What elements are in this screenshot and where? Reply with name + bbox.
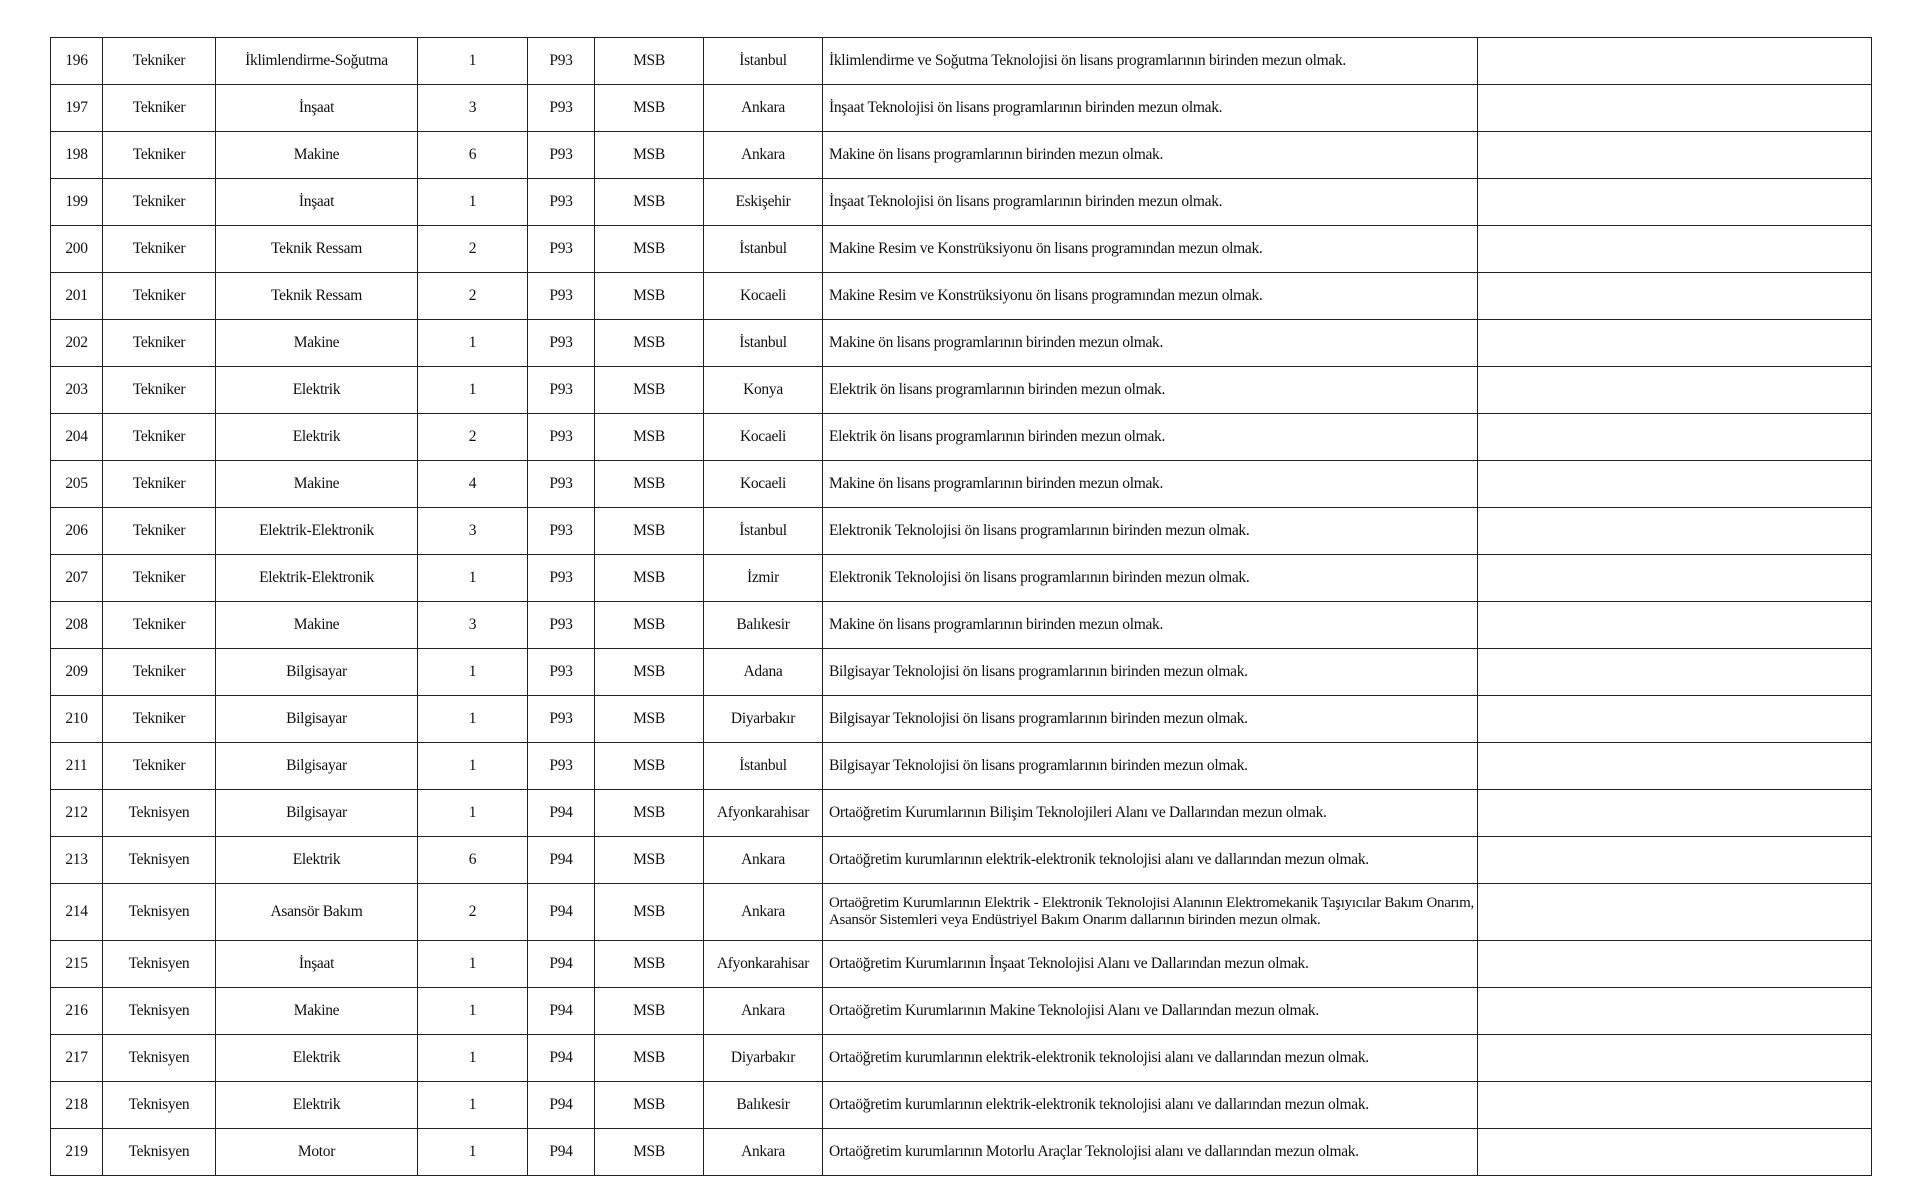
position-count-cell: 3 [418, 85, 528, 132]
requirement-cell: Ortaöğretim kurumlarının elektrik-elektronik teknolojisi alanı ve dallarından mezun olmak. [823, 1035, 1478, 1082]
position-count-cell: 1 [418, 38, 528, 85]
institution-cell: MSB [595, 320, 704, 367]
branch-cell: Motor [216, 1129, 418, 1176]
row-number-cell: 197 [51, 85, 103, 132]
notes-cell [1478, 1035, 1872, 1082]
requirement-cell: İnşaat Teknolojisi ön lisans programlarının birinden mezun olmak. [823, 179, 1478, 226]
position-count-cell: 1 [418, 555, 528, 602]
position-count-cell: 3 [418, 602, 528, 649]
city-cell: Eskişehir [704, 179, 823, 226]
notes-cell [1478, 884, 1872, 941]
row-number-cell: 202 [51, 320, 103, 367]
score-type-cell: P93 [528, 38, 595, 85]
score-type-cell: P93 [528, 743, 595, 790]
institution-cell: MSB [595, 226, 704, 273]
requirement-cell: Makine Resim ve Konstrüksiyonu ön lisans programından mezun olmak. [823, 226, 1478, 273]
row-number-cell: 205 [51, 461, 103, 508]
position-count-cell: 1 [418, 988, 528, 1035]
score-type-cell: P93 [528, 85, 595, 132]
branch-cell: İklimlendirme-Soğutma [216, 38, 418, 85]
row-number-cell: 208 [51, 602, 103, 649]
requirement-cell: Ortaöğretim Kurumlarının Makine Teknolojisi Alanı ve Dallarından mezun olmak. [823, 988, 1478, 1035]
position-title-cell: Tekniker [103, 85, 216, 132]
table-row [51, 226, 1872, 273]
position-title-cell: Tekniker [103, 320, 216, 367]
branch-cell: Bilgisayar [216, 696, 418, 743]
score-type-cell: P94 [528, 884, 595, 941]
row-number-cell: 210 [51, 696, 103, 743]
requirement-cell: Elektrik ön lisans programlarının birinden mezun olmak. [823, 367, 1478, 414]
branch-cell: Makine [216, 461, 418, 508]
requirement-cell: İnşaat Teknolojisi ön lisans programlarının birinden mezun olmak. [823, 85, 1478, 132]
position-count-cell: 1 [418, 790, 528, 837]
table-row [51, 696, 1872, 743]
row-number-cell: 206 [51, 508, 103, 555]
table-row [51, 1129, 1872, 1176]
score-type-cell: P94 [528, 941, 595, 988]
institution-cell: MSB [595, 85, 704, 132]
notes-cell [1478, 273, 1872, 320]
positions-table [50, 37, 1872, 1176]
row-number-cell: 207 [51, 555, 103, 602]
branch-cell: Elektrik [216, 1035, 418, 1082]
notes-cell [1478, 38, 1872, 85]
position-title-cell: Tekniker [103, 179, 216, 226]
position-count-cell: 2 [418, 226, 528, 273]
branch-cell: İnşaat [216, 85, 418, 132]
institution-cell: MSB [595, 273, 704, 320]
row-number-cell: 204 [51, 414, 103, 461]
city-cell: Konya [704, 367, 823, 414]
table-row [51, 273, 1872, 320]
requirement-cell: Makine Resim ve Konstrüksiyonu ön lisans programından mezun olmak. [823, 273, 1478, 320]
position-count-cell: 3 [418, 508, 528, 555]
notes-cell [1478, 837, 1872, 884]
position-title-cell: Tekniker [103, 226, 216, 273]
requirement-cell: Elektrik ön lisans programlarının birinden mezun olmak. [823, 414, 1478, 461]
branch-cell: Teknik Ressam [216, 226, 418, 273]
notes-cell [1478, 179, 1872, 226]
score-type-cell: P93 [528, 367, 595, 414]
branch-cell: Asansör Bakım [216, 884, 418, 941]
score-type-cell: P93 [528, 226, 595, 273]
branch-cell: Bilgisayar [216, 649, 418, 696]
branch-cell: İnşaat [216, 179, 418, 226]
row-number-cell: 203 [51, 367, 103, 414]
city-cell: İstanbul [704, 226, 823, 273]
requirement-cell: Bilgisayar Teknolojisi ön lisans programlarının birinden mezun olmak. [823, 649, 1478, 696]
position-count-cell: 1 [418, 743, 528, 790]
branch-cell: Makine [216, 988, 418, 1035]
institution-cell: MSB [595, 555, 704, 602]
institution-cell: MSB [595, 837, 704, 884]
table-row [51, 649, 1872, 696]
city-cell: Diyarbakır [704, 1035, 823, 1082]
row-number-cell: 213 [51, 837, 103, 884]
score-type-cell: P93 [528, 179, 595, 226]
position-count-cell: 6 [418, 132, 528, 179]
city-cell: Ankara [704, 884, 823, 941]
city-cell: Kocaeli [704, 461, 823, 508]
table-row [51, 320, 1872, 367]
city-cell: Kocaeli [704, 273, 823, 320]
notes-cell [1478, 988, 1872, 1035]
position-title-cell: Teknisyen [103, 1129, 216, 1176]
score-type-cell: P93 [528, 461, 595, 508]
table-row [51, 884, 1872, 941]
position-count-cell: 1 [418, 1129, 528, 1176]
city-cell: Ankara [704, 1129, 823, 1176]
institution-cell: MSB [595, 884, 704, 941]
row-number-cell: 217 [51, 1035, 103, 1082]
branch-cell: İnşaat [216, 941, 418, 988]
branch-cell: Elektrik-Elektronik [216, 555, 418, 602]
position-title-cell: Teknisyen [103, 1035, 216, 1082]
score-type-cell: P94 [528, 1082, 595, 1129]
table-row [51, 132, 1872, 179]
institution-cell: MSB [595, 1129, 704, 1176]
branch-cell: Elektrik [216, 837, 418, 884]
score-type-cell: P93 [528, 649, 595, 696]
institution-cell: MSB [595, 649, 704, 696]
position-title-cell: Tekniker [103, 602, 216, 649]
city-cell: İstanbul [704, 508, 823, 555]
institution-cell: MSB [595, 988, 704, 1035]
institution-cell: MSB [595, 179, 704, 226]
position-title-cell: Tekniker [103, 273, 216, 320]
notes-cell [1478, 790, 1872, 837]
city-cell: Ankara [704, 988, 823, 1035]
requirement-cell: Ortaöğretim kurumlarının Motorlu Araçlar Teknolojisi alanı ve dallarından mezun olmak. [823, 1129, 1478, 1176]
score-type-cell: P94 [528, 837, 595, 884]
position-count-cell: 4 [418, 461, 528, 508]
position-title-cell: Tekniker [103, 555, 216, 602]
requirement-cell: Ortaöğretim Kurumlarının İnşaat Teknolojisi Alanı ve Dallarından mezun olmak. [823, 941, 1478, 988]
row-number-cell: 211 [51, 743, 103, 790]
position-title-cell: Tekniker [103, 461, 216, 508]
table-row [51, 837, 1872, 884]
table-row [51, 602, 1872, 649]
branch-cell: Elektrik-Elektronik [216, 508, 418, 555]
position-count-cell: 1 [418, 696, 528, 743]
requirement-cell: Ortaöğretim Kurumlarının Bilişim Teknolojileri Alanı ve Dallarından mezun olmak. [823, 790, 1478, 837]
position-count-cell: 2 [418, 273, 528, 320]
row-number-cell: 212 [51, 790, 103, 837]
position-count-cell: 1 [418, 367, 528, 414]
institution-cell: MSB [595, 1035, 704, 1082]
institution-cell: MSB [595, 743, 704, 790]
score-type-cell: P93 [528, 696, 595, 743]
row-number-cell: 209 [51, 649, 103, 696]
score-type-cell: P93 [528, 602, 595, 649]
city-cell: Ankara [704, 85, 823, 132]
requirement-cell: Bilgisayar Teknolojisi ön lisans programlarının birinden mezun olmak. [823, 743, 1478, 790]
score-type-cell: P93 [528, 414, 595, 461]
city-cell: İstanbul [704, 320, 823, 367]
notes-cell [1478, 1082, 1872, 1129]
institution-cell: MSB [595, 461, 704, 508]
notes-cell [1478, 132, 1872, 179]
city-cell: Ankara [704, 837, 823, 884]
score-type-cell: P94 [528, 790, 595, 837]
position-count-cell: 1 [418, 1082, 528, 1129]
notes-cell [1478, 1129, 1872, 1176]
city-cell: Balıkesir [704, 602, 823, 649]
city-cell: Diyarbakır [704, 696, 823, 743]
table-row [51, 85, 1872, 132]
institution-cell: MSB [595, 367, 704, 414]
requirement-cell: Elektronik Teknolojisi ön lisans programlarının birinden mezun olmak. [823, 508, 1478, 555]
row-number-cell: 219 [51, 1129, 103, 1176]
notes-cell [1478, 696, 1872, 743]
city-cell: Kocaeli [704, 414, 823, 461]
notes-cell [1478, 226, 1872, 273]
table-row [51, 367, 1872, 414]
position-count-cell: 1 [418, 941, 528, 988]
position-title-cell: Teknisyen [103, 941, 216, 988]
row-number-cell: 218 [51, 1082, 103, 1129]
requirement-cell: Elektronik Teknolojisi ön lisans programlarının birinden mezun olmak. [823, 555, 1478, 602]
institution-cell: MSB [595, 941, 704, 988]
row-number-cell: 200 [51, 226, 103, 273]
position-count-cell: 1 [418, 320, 528, 367]
row-number-cell: 196 [51, 38, 103, 85]
requirement-cell: Makine ön lisans programlarının birinden mezun olmak. [823, 602, 1478, 649]
institution-cell: MSB [595, 508, 704, 555]
score-type-cell: P94 [528, 988, 595, 1035]
city-cell: Afyonkarahisar [704, 790, 823, 837]
requirement-cell: Bilgisayar Teknolojisi ön lisans programlarının birinden mezun olmak. [823, 696, 1478, 743]
position-title-cell: Tekniker [103, 38, 216, 85]
position-title-cell: Tekniker [103, 743, 216, 790]
score-type-cell: P93 [528, 273, 595, 320]
branch-cell: Teknik Ressam [216, 273, 418, 320]
branch-cell: Makine [216, 320, 418, 367]
notes-cell [1478, 743, 1872, 790]
branch-cell: Makine [216, 132, 418, 179]
institution-cell: MSB [595, 414, 704, 461]
table-row [51, 508, 1872, 555]
requirement-cell: Ortaöğretim kurumlarının elektrik-elektronik teknolojisi alanı ve dallarından mezun olmak. [823, 1082, 1478, 1129]
position-title-cell: Teknisyen [103, 988, 216, 1035]
city-cell: İstanbul [704, 38, 823, 85]
position-count-cell: 1 [418, 649, 528, 696]
position-count-cell: 1 [418, 1035, 528, 1082]
position-title-cell: Tekniker [103, 414, 216, 461]
position-count-cell: 2 [418, 884, 528, 941]
requirement-cell: Makine ön lisans programlarının birinden mezun olmak. [823, 461, 1478, 508]
requirement-cell: Ortaöğretim kurumlarının elektrik-elektronik teknolojisi alanı ve dallarından mezun olmak. [823, 837, 1478, 884]
position-title-cell: Teknisyen [103, 1082, 216, 1129]
table-row [51, 555, 1872, 602]
notes-cell [1478, 602, 1872, 649]
branch-cell: Elektrik [216, 414, 418, 461]
notes-cell [1478, 320, 1872, 367]
table-row [51, 743, 1872, 790]
city-cell: İstanbul [704, 743, 823, 790]
position-count-cell: 1 [418, 179, 528, 226]
notes-cell [1478, 414, 1872, 461]
city-cell: Afyonkarahisar [704, 941, 823, 988]
requirement-cell: Makine ön lisans programlarının birinden mezun olmak. [823, 132, 1478, 179]
row-number-cell: 198 [51, 132, 103, 179]
position-title-cell: Tekniker [103, 696, 216, 743]
table-row [51, 790, 1872, 837]
score-type-cell: P93 [528, 132, 595, 179]
table-row [51, 988, 1872, 1035]
city-cell: Balıkesir [704, 1082, 823, 1129]
branch-cell: Bilgisayar [216, 743, 418, 790]
position-title-cell: Teknisyen [103, 790, 216, 837]
row-number-cell: 199 [51, 179, 103, 226]
requirement-cell: Makine ön lisans programlarının birinden mezun olmak. [823, 320, 1478, 367]
requirement-cell: Ortaöğretim Kurumlarının Elektrik - Elektronik Teknolojisi Alanının Elektromekanik Taşıyıcılar Bakım Onarım, Asansör Sistemleri veya Endüstriyel Bakım Onarım dallarının birinden mezun olmak. [823, 884, 1478, 941]
score-type-cell: P93 [528, 555, 595, 602]
position-title-cell: Tekniker [103, 367, 216, 414]
score-type-cell: P94 [528, 1035, 595, 1082]
row-number-cell: 216 [51, 988, 103, 1035]
table-row [51, 461, 1872, 508]
notes-cell [1478, 85, 1872, 132]
institution-cell: MSB [595, 38, 704, 85]
row-number-cell: 201 [51, 273, 103, 320]
position-count-cell: 6 [418, 837, 528, 884]
institution-cell: MSB [595, 1082, 704, 1129]
city-cell: İzmir [704, 555, 823, 602]
position-title-cell: Teknisyen [103, 884, 216, 941]
score-type-cell: P93 [528, 508, 595, 555]
table-row [51, 38, 1872, 85]
branch-cell: Elektrik [216, 1082, 418, 1129]
table-row [51, 1035, 1872, 1082]
city-cell: Adana [704, 649, 823, 696]
table-row [51, 1082, 1872, 1129]
score-type-cell: P94 [528, 1129, 595, 1176]
branch-cell: Makine [216, 602, 418, 649]
table-row [51, 414, 1872, 461]
branch-cell: Elektrik [216, 367, 418, 414]
table-row [51, 179, 1872, 226]
requirement-cell: İklimlendirme ve Soğutma Teknolojisi ön lisans programlarının birinden mezun olmak. [823, 38, 1478, 85]
institution-cell: MSB [595, 602, 704, 649]
row-number-cell: 215 [51, 941, 103, 988]
institution-cell: MSB [595, 696, 704, 743]
position-title-cell: Tekniker [103, 649, 216, 696]
row-number-cell: 214 [51, 884, 103, 941]
notes-cell [1478, 508, 1872, 555]
notes-cell [1478, 555, 1872, 602]
score-type-cell: P93 [528, 320, 595, 367]
institution-cell: MSB [595, 132, 704, 179]
notes-cell [1478, 649, 1872, 696]
table-row [51, 941, 1872, 988]
notes-cell [1478, 461, 1872, 508]
notes-cell [1478, 941, 1872, 988]
position-title-cell: Teknisyen [103, 837, 216, 884]
branch-cell: Bilgisayar [216, 790, 418, 837]
notes-cell [1478, 367, 1872, 414]
institution-cell: MSB [595, 790, 704, 837]
city-cell: Ankara [704, 132, 823, 179]
position-title-cell: Tekniker [103, 132, 216, 179]
position-count-cell: 2 [418, 414, 528, 461]
position-title-cell: Tekniker [103, 508, 216, 555]
